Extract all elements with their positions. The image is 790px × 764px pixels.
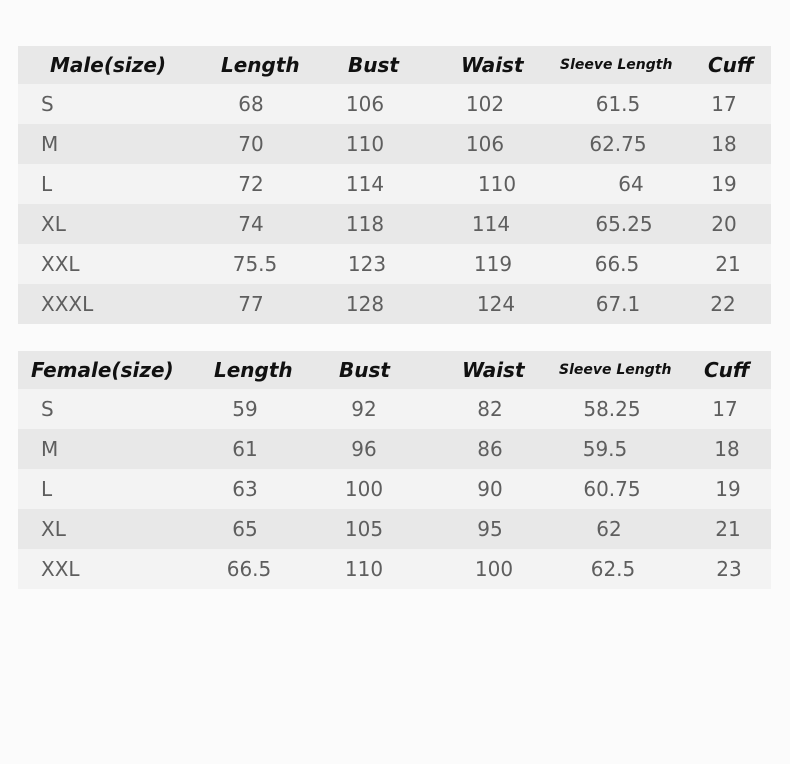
sleeve-length-cell: 67.1 bbox=[595, 292, 641, 316]
header-sleeve-length: Sleeve Length bbox=[560, 57, 673, 73]
cuff-cell: 21 bbox=[715, 517, 741, 541]
cuff-cell: 20 bbox=[711, 212, 737, 236]
table-row bbox=[18, 244, 771, 284]
header-cuff: Cuff bbox=[704, 358, 750, 382]
cuff-cell: 23 bbox=[716, 557, 742, 581]
male-size-table bbox=[18, 46, 771, 324]
cuff-cell: 19 bbox=[711, 172, 737, 196]
size-cell: XXL bbox=[41, 252, 80, 276]
waist-cell: 124 bbox=[476, 292, 516, 316]
size-cell: XL bbox=[41, 517, 66, 541]
bust-cell: 105 bbox=[344, 517, 384, 541]
sleeve-length-cell: 58.25 bbox=[583, 397, 641, 421]
cuff-cell: 19 bbox=[715, 477, 741, 501]
waist-cell: 106 bbox=[465, 132, 505, 156]
waist-cell: 102 bbox=[465, 92, 505, 116]
size-cell: M bbox=[41, 437, 59, 461]
sleeve-length-cell: 60.75 bbox=[583, 477, 641, 501]
length-cell: 63 bbox=[232, 477, 258, 501]
sleeve-length-cell: 64 bbox=[618, 172, 644, 196]
header-length: Length bbox=[214, 358, 293, 382]
waist-cell: 82 bbox=[477, 397, 503, 421]
cuff-cell: 18 bbox=[714, 437, 740, 461]
table-row bbox=[18, 469, 771, 509]
header-bust: Bust bbox=[348, 53, 399, 77]
cuff-cell: 21 bbox=[715, 252, 741, 276]
bust-cell: 92 bbox=[351, 397, 377, 421]
waist-cell: 86 bbox=[477, 437, 503, 461]
sleeve-length-cell: 59.5 bbox=[582, 437, 628, 461]
size-cell: L bbox=[41, 477, 53, 501]
bust-cell: 110 bbox=[344, 557, 384, 581]
cuff-cell: 18 bbox=[711, 132, 737, 156]
size-cell: S bbox=[41, 92, 54, 116]
size-cell: M bbox=[41, 132, 59, 156]
cuff-cell: 17 bbox=[711, 92, 737, 116]
bust-cell: 123 bbox=[347, 252, 387, 276]
bust-cell: 118 bbox=[345, 212, 385, 236]
waist-cell: 119 bbox=[473, 252, 513, 276]
sleeve-length-cell: 62 bbox=[596, 517, 622, 541]
header-waist: Waist bbox=[462, 358, 525, 382]
bust-cell: 110 bbox=[345, 132, 385, 156]
length-cell: 66.5 bbox=[226, 557, 272, 581]
table-row bbox=[18, 509, 771, 549]
header-size: Male(size) bbox=[50, 53, 167, 77]
size-cell: XL bbox=[41, 212, 66, 236]
table-row bbox=[18, 204, 771, 244]
size-cell: L bbox=[41, 172, 53, 196]
cuff-cell: 17 bbox=[712, 397, 738, 421]
header-waist: Waist bbox=[461, 53, 524, 77]
table-row bbox=[18, 164, 771, 204]
length-cell: 72 bbox=[238, 172, 264, 196]
bust-cell: 106 bbox=[345, 92, 385, 116]
length-cell: 74 bbox=[238, 212, 264, 236]
cuff-cell: 22 bbox=[710, 292, 736, 316]
table-row bbox=[18, 124, 771, 164]
bust-cell: 100 bbox=[344, 477, 384, 501]
length-cell: 77 bbox=[238, 292, 264, 316]
sleeve-length-cell: 62.75 bbox=[589, 132, 647, 156]
table-row bbox=[18, 429, 771, 469]
size-cell: XXXL bbox=[41, 292, 94, 316]
table-row bbox=[18, 284, 771, 324]
table-header-row bbox=[18, 46, 771, 84]
bust-cell: 128 bbox=[345, 292, 385, 316]
length-cell: 65 bbox=[232, 517, 258, 541]
header-length: Length bbox=[221, 53, 300, 77]
waist-cell: 90 bbox=[477, 477, 503, 501]
waist-cell: 110 bbox=[477, 172, 517, 196]
length-cell: 75.5 bbox=[232, 252, 278, 276]
length-cell: 68 bbox=[238, 92, 264, 116]
female-size-table bbox=[18, 351, 771, 589]
header-bust: Bust bbox=[339, 358, 390, 382]
sleeve-length-cell: 66.5 bbox=[594, 252, 640, 276]
table-row bbox=[18, 549, 771, 589]
sleeve-length-cell: 62.5 bbox=[590, 557, 636, 581]
table-row bbox=[18, 84, 771, 124]
header-sleeve-length: Sleeve Length bbox=[559, 362, 672, 378]
waist-cell: 114 bbox=[471, 212, 511, 236]
length-cell: 61 bbox=[232, 437, 258, 461]
waist-cell: 95 bbox=[477, 517, 503, 541]
table-header-row bbox=[18, 351, 771, 389]
waist-cell: 100 bbox=[474, 557, 514, 581]
table-row bbox=[18, 389, 771, 429]
sleeve-length-cell: 65.25 bbox=[595, 212, 653, 236]
header-cuff: Cuff bbox=[708, 53, 754, 77]
size-cell: XXL bbox=[41, 557, 80, 581]
sleeve-length-cell: 61.5 bbox=[595, 92, 641, 116]
length-cell: 70 bbox=[238, 132, 264, 156]
header-size: Female(size) bbox=[31, 358, 174, 382]
bust-cell: 96 bbox=[351, 437, 377, 461]
size-cell: S bbox=[41, 397, 54, 421]
length-cell: 59 bbox=[232, 397, 258, 421]
bust-cell: 114 bbox=[345, 172, 385, 196]
